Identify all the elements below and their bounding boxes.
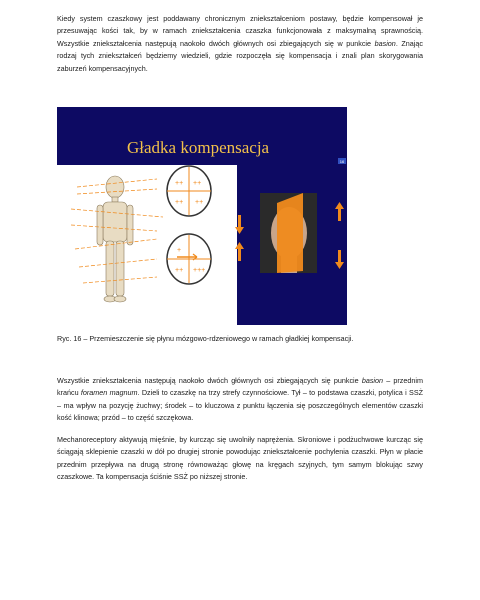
- svg-text:+: +: [177, 247, 182, 254]
- svg-text:++: ++: [193, 180, 202, 187]
- svg-text:++: ++: [195, 199, 204, 206]
- figure-slide: [57, 107, 347, 325]
- text-run: – przednim krańcu: [57, 376, 423, 398]
- intro-paragraph: [57, 13, 423, 75]
- text-run: Wszystkie zniekształcenia następują naokoło dwóch głównych osi zbiegających się punkcie: [57, 376, 362, 385]
- face-profile-image: [260, 193, 317, 273]
- skull-top-view-lower: [167, 234, 211, 284]
- slide-graphic: [57, 107, 347, 325]
- svg-text:+++: +++: [193, 267, 206, 274]
- svg-text:++: ++: [175, 180, 184, 187]
- text-run: . Znając rodzaj tych zniekształceń będziemy wiedzieli, gdzie rozpoczęła się kompensacja i znali plan skorygowania zaburzeń kompensacyjnych.: [57, 38, 423, 73]
- text-run: . Dzieli to czaszkę na trzy strefy czynnościowe. Tył – to podstawa czaszki, potylica i SSŻ – ma wpływ na pozycję żuchwy; środek – to kluczowa z punktu łączenia się poszczególnych elementów czaszki kość klinowa; przód – to część szczękowa.: [57, 388, 424, 423]
- text-run: Mechanoreceptory aktywują mięśnie, by kurcząc się uwolniły naprężenia. Skroniowe i podżuchwowe kurcząc się ściągają sklepienie czaszki w dół po drugiej stronie powodując zniekształcenie pochylenia czaszki. Płyn w płacie przednim przepływa na drugą stronę równoważąc głowę na kręgach szyjnych, tym samym blokując szwy czaszkowe. Ta kompensacja ściśnie SSŻ po niższej stronie.: [57, 435, 423, 482]
- skull-top-view-upper: [167, 166, 211, 216]
- svg-text:++: ++: [175, 199, 184, 206]
- emphasis-foramen-magnum: foramen magnum: [80, 388, 138, 398]
- emphasis-basion: basion: [374, 38, 396, 48]
- emphasis-basion: basion: [361, 376, 384, 385]
- figure-caption: Ryc. 16 – Przemieszczenie się płynu mózgowo-rdzeniowego w ramach gładkiej kompensacji.: [57, 334, 354, 343]
- axes-paragraph: [57, 375, 423, 425]
- mechanoreceptors-paragraph: [57, 434, 423, 484]
- slide-title: Gładka kompensacja: [127, 138, 270, 157]
- slide-number: 16: [339, 159, 345, 164]
- text-run: Kiedy system czaszkowy jest poddawany chronicznym zniekształceniom postawy, będzie kompensował je przesuwając kości tak, by w ramach zniekształcenia czaszka funkcjonowała z maksymalną sprawnością. Wszystkie zniekształcenia następują naokoło dwóch głównych osi zbiegających się w punkcie: [57, 14, 423, 48]
- svg-text:++: ++: [175, 267, 184, 274]
